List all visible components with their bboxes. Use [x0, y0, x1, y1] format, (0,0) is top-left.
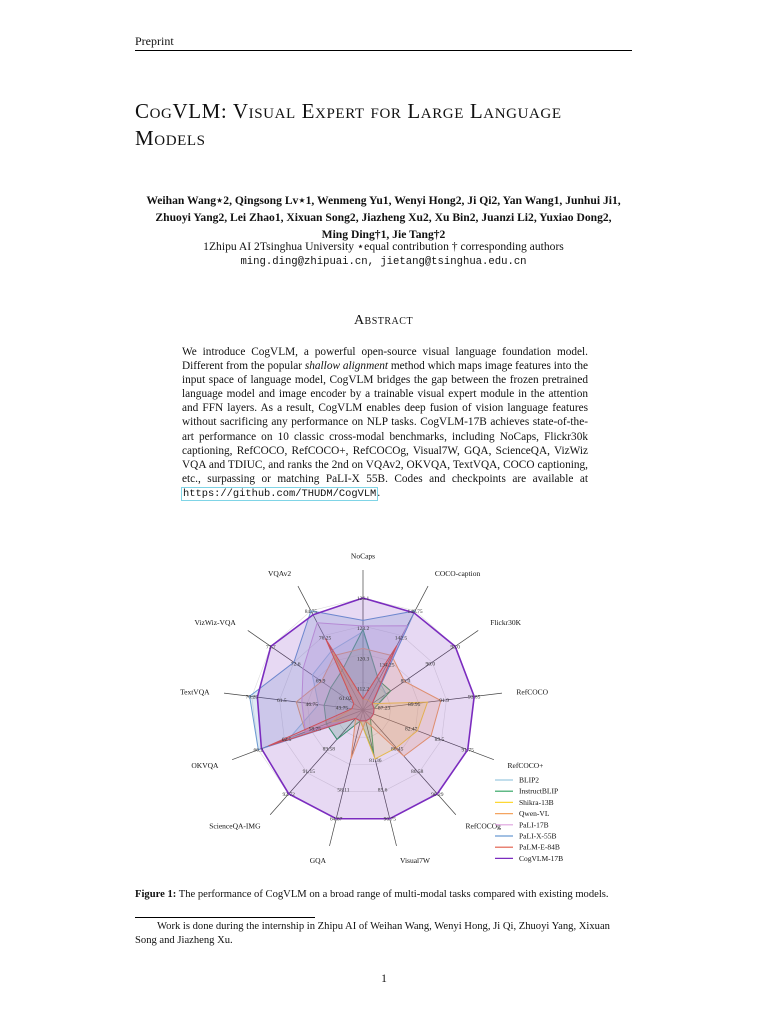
tick-label: 90.29 — [431, 791, 444, 798]
tick-label: 92.72 — [282, 791, 295, 798]
running-header: Preprint — [135, 34, 174, 48]
tick-label: 95.0 — [450, 644, 460, 651]
axis-label: VQAv2 — [267, 569, 292, 579]
tick-label: 46.75 — [305, 701, 319, 708]
abstract-body — [182, 345, 588, 501]
tick-label: 61.02 — [339, 695, 352, 702]
axis-label: OKVQA — [191, 760, 219, 770]
author-line-1: Weihan Wang⋆2, Qingsong Lv⋆1, Wenmeng Yu1, Wenyi Hong2, Ji Qi2, Yan Wang1, Junhui Ji1, — [146, 194, 621, 207]
tick-label: 58.75 — [308, 726, 322, 733]
tick-label: 91.9 — [439, 698, 449, 705]
legend-label: PaLI-17B — [519, 820, 549, 830]
axis-label: Flickr30K — [490, 618, 522, 628]
abstract-text-end: . — [377, 486, 381, 499]
tick-label: 123.2 — [356, 626, 370, 633]
legend-label: PaLI-X-55B — [519, 831, 557, 841]
tick-label: 73.7 — [266, 644, 276, 651]
tick-label: 86.58 — [411, 769, 424, 776]
axis-label: RefCOCOg — [465, 821, 501, 831]
author-line-3: Ming Ding†1, Jie Tang†2 — [321, 228, 446, 241]
tick-label: 90.0 — [425, 661, 436, 668]
tick-label: 72.6 — [290, 661, 301, 668]
abstract-emphasis: shallow alignment — [304, 360, 389, 373]
axis-label: VizWiz-VQA — [194, 618, 236, 628]
tick-label: 120.3 — [356, 656, 370, 663]
tick-label: 134.25 — [379, 662, 395, 669]
github-link[interactable]: https://github.com/THUDM/CogVLM — [183, 487, 377, 500]
legend-label: BLIP2 — [519, 775, 540, 785]
author-list — [135, 192, 632, 243]
page-number: 1 — [381, 972, 387, 985]
tick-label: 85.0 — [400, 678, 411, 685]
axis-label: NoCaps — [350, 551, 376, 561]
tick-label: 84.75 — [304, 608, 318, 615]
tick-label: 62.5 — [281, 736, 292, 743]
tick-label: 64.87 — [330, 816, 343, 823]
affiliations: 1Zhipu AI 2Tsinghua University ⋆equal contribution † corresponding authors — [203, 240, 564, 253]
tick-label: 58.11 — [337, 787, 350, 794]
tick-label: 112.2 — [356, 686, 370, 693]
legend-label: Qwen-VL — [519, 809, 550, 819]
header-rule — [135, 50, 632, 51]
tick-label: 91.15 — [302, 769, 315, 776]
caption-label: Figure 1: — [135, 889, 177, 900]
legend-label: InstructBLIP — [519, 786, 559, 796]
tick-label: 81.36 — [369, 758, 382, 765]
axis-label: ScienceQA-IMG — [209, 821, 261, 831]
tick-label: 82.47 — [404, 726, 418, 733]
footnote: Work is done during the internship in Zhipu AI of Weihan Wang, Wenyi Hong, Ji Qi, Zhuoyi Yang, Xixuan Song and Jiazheng Xu. — [135, 921, 610, 946]
tick-label: 76.25 — [318, 635, 332, 642]
title-line-2: Models — [135, 126, 206, 150]
tick-label: 85.6 — [377, 787, 388, 794]
tick-label: 93.85 — [467, 694, 481, 701]
abstract-heading: Abstract — [353, 313, 414, 328]
tick-label: 66.2 — [253, 747, 264, 754]
tick-label: 90.75 — [383, 816, 396, 823]
axis-label: RefCOCO+ — [507, 760, 544, 770]
axis-label: RefCOCO — [516, 687, 549, 697]
tick-label: 148.75 — [407, 608, 423, 615]
tick-label: 142.5 — [394, 635, 408, 642]
axis-label: TextVQA — [180, 687, 210, 697]
legend-label: Shikra-13B — [519, 797, 554, 807]
tick-label: 91.75 — [461, 747, 474, 754]
tick-label: 89.95 — [407, 701, 421, 708]
tick-label: 61.5 — [277, 698, 287, 705]
legend-label: CogVLM-17B — [519, 853, 564, 863]
tick-label: 89.5 — [434, 736, 445, 743]
paper-title — [135, 98, 655, 152]
caption-text: The performance of CogVLM on a broad range of multi-modal tasks compared with existing models. — [176, 889, 609, 900]
tick-label: 43.75 — [335, 705, 349, 712]
contact-emails: ming.ding@zhipuai.cn, jietang@tsinghua.edu.cn — [240, 256, 527, 268]
tick-label: 87.23 — [377, 705, 391, 712]
axis-label: Visual7W — [399, 856, 430, 866]
abstract-text-2: method which maps image features into the input space of language model, CogVLM bridges the gap between the frozen pretrained language model and image encoder by a trainable visual expert module in the attention and FFN layers. As a result, CogVLM enables deep fusion of vision language features without sacrificing any performance on NLP tasks. CogVLM-17B achieves state-of-the-art performance on 10 classic cross-modal benchmarks, including NoCaps, Flickr30k captioning, RefCOCO, RefCOCO+, RefCOCOg, Visual7W, GQA, ScienceQA, VizWiz VQA and TDIUC, and ranks the 2nd on VQAv2, OKVQA, TextVQA, COCO captioning, etc., surpassing or matching PaLI-X 55B. Codes and checkpoints are available at — [182, 360, 588, 485]
tick-label: 69.9 — [315, 678, 326, 685]
tick-label: 70.25 — [245, 694, 259, 701]
author-line-2: Zhuoyi Yang2, Lei Zhao1, Xixuan Song2, Jiazheng Xu2, Xu Bin2, Juanzi Li2, Yuxiao Dong2, — [155, 211, 612, 224]
axis-label: GQA — [309, 856, 327, 866]
tick-label: 89.58 — [322, 746, 336, 753]
tick-label: 126.1 — [356, 596, 370, 602]
figure-caption — [135, 889, 632, 900]
radar-figure — [180, 536, 600, 876]
legend-label: PaLM-E-84B — [519, 842, 560, 852]
axis-label: COCO-caption — [434, 569, 481, 579]
radar-chart — [180, 536, 600, 876]
footnote-rule — [135, 917, 315, 918]
tick-label: 80.45 — [390, 746, 404, 753]
abstract-text-1: We introduce CogVLM, a powerful open-source visual language foundation model. Different from the popular — [182, 346, 588, 373]
title-line-1: CogVLM: Visual Expert for Large Language — [135, 99, 562, 123]
